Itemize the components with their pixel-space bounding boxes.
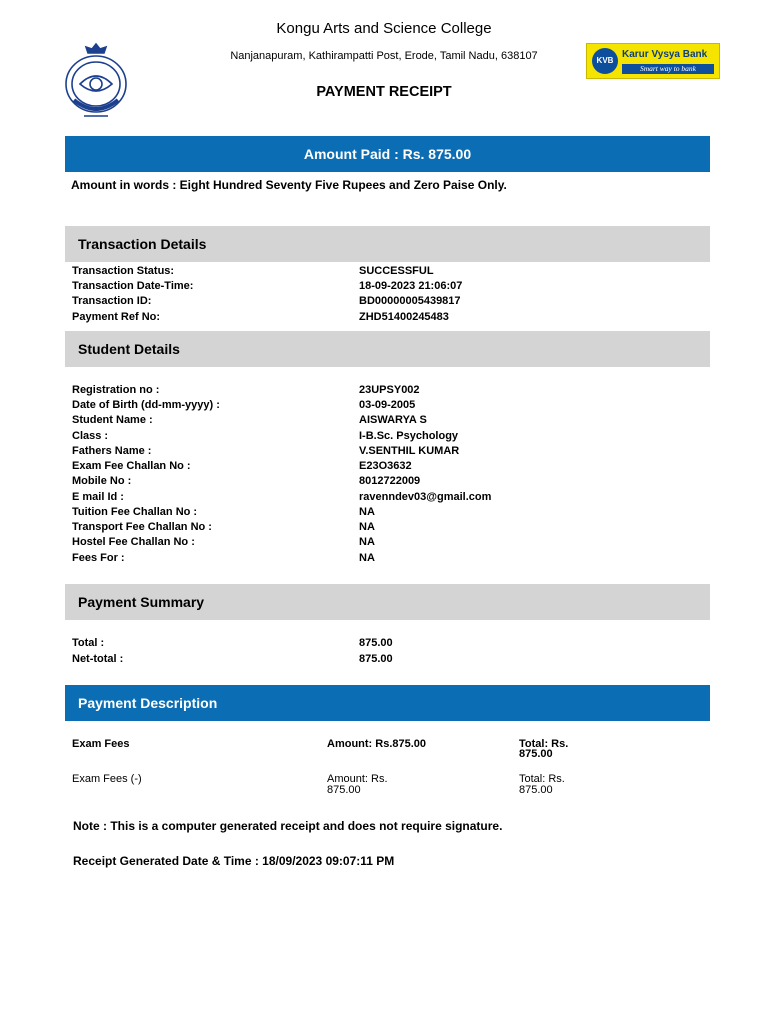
field-label: Total : bbox=[72, 637, 105, 649]
field-value: AISWARYA S bbox=[359, 414, 427, 426]
receipt-generated-datetime: Receipt Generated Date & Time : 18/09/2023 09:07:11 PM bbox=[73, 854, 395, 868]
desc-header-item: Exam Fees bbox=[72, 738, 130, 750]
desc-header-total-line2: 875.00 bbox=[519, 748, 553, 760]
field-label: Mobile No : bbox=[72, 475, 132, 487]
kvb-bank-logo bbox=[586, 43, 720, 79]
field-label: Transaction Date-Time: bbox=[72, 280, 194, 292]
field-label: E mail Id : bbox=[72, 491, 124, 503]
field-value: 875.00 bbox=[359, 653, 393, 665]
transaction-row bbox=[0, 295, 768, 310]
student-row bbox=[0, 414, 768, 429]
student-row bbox=[0, 384, 768, 399]
field-value: 03-09-2005 bbox=[359, 399, 416, 411]
student-row bbox=[0, 475, 768, 490]
summary-row bbox=[0, 653, 768, 668]
payment-summary-header bbox=[65, 584, 710, 620]
desc-header-amount: Amount: Rs.875.00 bbox=[327, 738, 427, 750]
transaction-row bbox=[0, 265, 768, 280]
field-label: Tuition Fee Challan No : bbox=[72, 506, 198, 518]
field-label: Transport Fee Challan No : bbox=[72, 521, 212, 533]
field-label: Transaction Status: bbox=[72, 265, 175, 277]
summary-row bbox=[0, 637, 768, 652]
field-value: ravenndev03@gmail.com bbox=[359, 491, 492, 503]
desc-item-total-line2: 875.00 bbox=[519, 784, 553, 796]
student-row bbox=[0, 536, 768, 551]
field-value: NA bbox=[359, 536, 375, 548]
field-value: 8012722009 bbox=[359, 475, 421, 487]
field-value: 18-09-2023 21:06:07 bbox=[359, 280, 463, 292]
bank-name: Karur Vysya Bank bbox=[622, 49, 708, 60]
signature-note: Note : This is a computer generated receipt and does not require signature. bbox=[73, 819, 503, 833]
field-value: NA bbox=[359, 506, 375, 518]
desc-item-total-line1: Total: Rs. bbox=[519, 773, 565, 785]
student-row bbox=[0, 430, 768, 445]
field-label: Fees For : bbox=[72, 552, 125, 564]
college-name: Kongu Arts and Science College bbox=[276, 20, 492, 37]
college-emblem-icon bbox=[60, 40, 132, 122]
student-row bbox=[0, 445, 768, 460]
field-value: V.SENTHIL KUMAR bbox=[359, 445, 460, 457]
student-row bbox=[0, 552, 768, 567]
field-label: Class : bbox=[72, 430, 109, 442]
field-value: 875.00 bbox=[359, 637, 393, 649]
amount-paid-banner: Amount Paid : Rs. 875.00 bbox=[65, 136, 710, 172]
student-row bbox=[0, 491, 768, 506]
transaction-row bbox=[0, 311, 768, 326]
desc-item-name: Exam Fees (-) bbox=[72, 773, 142, 785]
field-label: Fathers Name : bbox=[72, 445, 152, 457]
amount-in-words: Amount in words : Eight Hundred Seventy Five Rupees and Zero Paise Only. bbox=[71, 178, 507, 192]
college-address: Nanjanapuram, Kathirampatti Post, Erode, Tamil Nadu, 638107 bbox=[230, 50, 538, 62]
kvb-abbr: KVB bbox=[592, 48, 618, 74]
field-label: Exam Fee Challan No : bbox=[72, 460, 191, 472]
field-value: BD00000005439817 bbox=[359, 295, 461, 307]
student-row bbox=[0, 521, 768, 536]
field-label: Net-total : bbox=[72, 653, 124, 665]
field-label: Hostel Fee Challan No : bbox=[72, 536, 195, 548]
field-value: 23UPSY002 bbox=[359, 384, 420, 396]
field-value: NA bbox=[359, 552, 375, 564]
student-row bbox=[0, 399, 768, 414]
field-label: Transaction ID: bbox=[72, 295, 152, 307]
field-label: Student Name : bbox=[72, 414, 153, 426]
field-value: ZHD51400245483 bbox=[359, 311, 449, 323]
field-value: E23O3632 bbox=[359, 460, 412, 472]
section-title: Payment Description bbox=[78, 695, 218, 711]
payment-description-header bbox=[65, 685, 710, 721]
field-label: Registration no : bbox=[72, 384, 160, 396]
field-value: NA bbox=[359, 521, 375, 533]
field-value: SUCCESSFUL bbox=[359, 265, 434, 277]
student-details-header bbox=[65, 331, 710, 367]
field-label: Date of Birth (dd-mm-yyyy) : bbox=[72, 399, 220, 411]
field-value: I-B.Sc. Psychology bbox=[359, 430, 459, 442]
field-label: Payment Ref No: bbox=[72, 311, 161, 323]
transaction-row bbox=[0, 280, 768, 295]
section-title: Transaction Details bbox=[78, 236, 207, 252]
desc-item-amount-line2: 875.00 bbox=[327, 784, 361, 796]
bank-tagline: Smart way to bank bbox=[622, 64, 714, 74]
desc-header-total-line1: Total: Rs. bbox=[519, 738, 569, 750]
transaction-details-header bbox=[65, 226, 710, 262]
student-row bbox=[0, 460, 768, 475]
receipt-title: PAYMENT RECEIPT bbox=[316, 84, 452, 100]
desc-item-amount-line1: Amount: Rs. bbox=[327, 773, 388, 785]
student-row bbox=[0, 506, 768, 521]
section-title: Student Details bbox=[78, 341, 180, 357]
section-title: Payment Summary bbox=[78, 594, 205, 610]
